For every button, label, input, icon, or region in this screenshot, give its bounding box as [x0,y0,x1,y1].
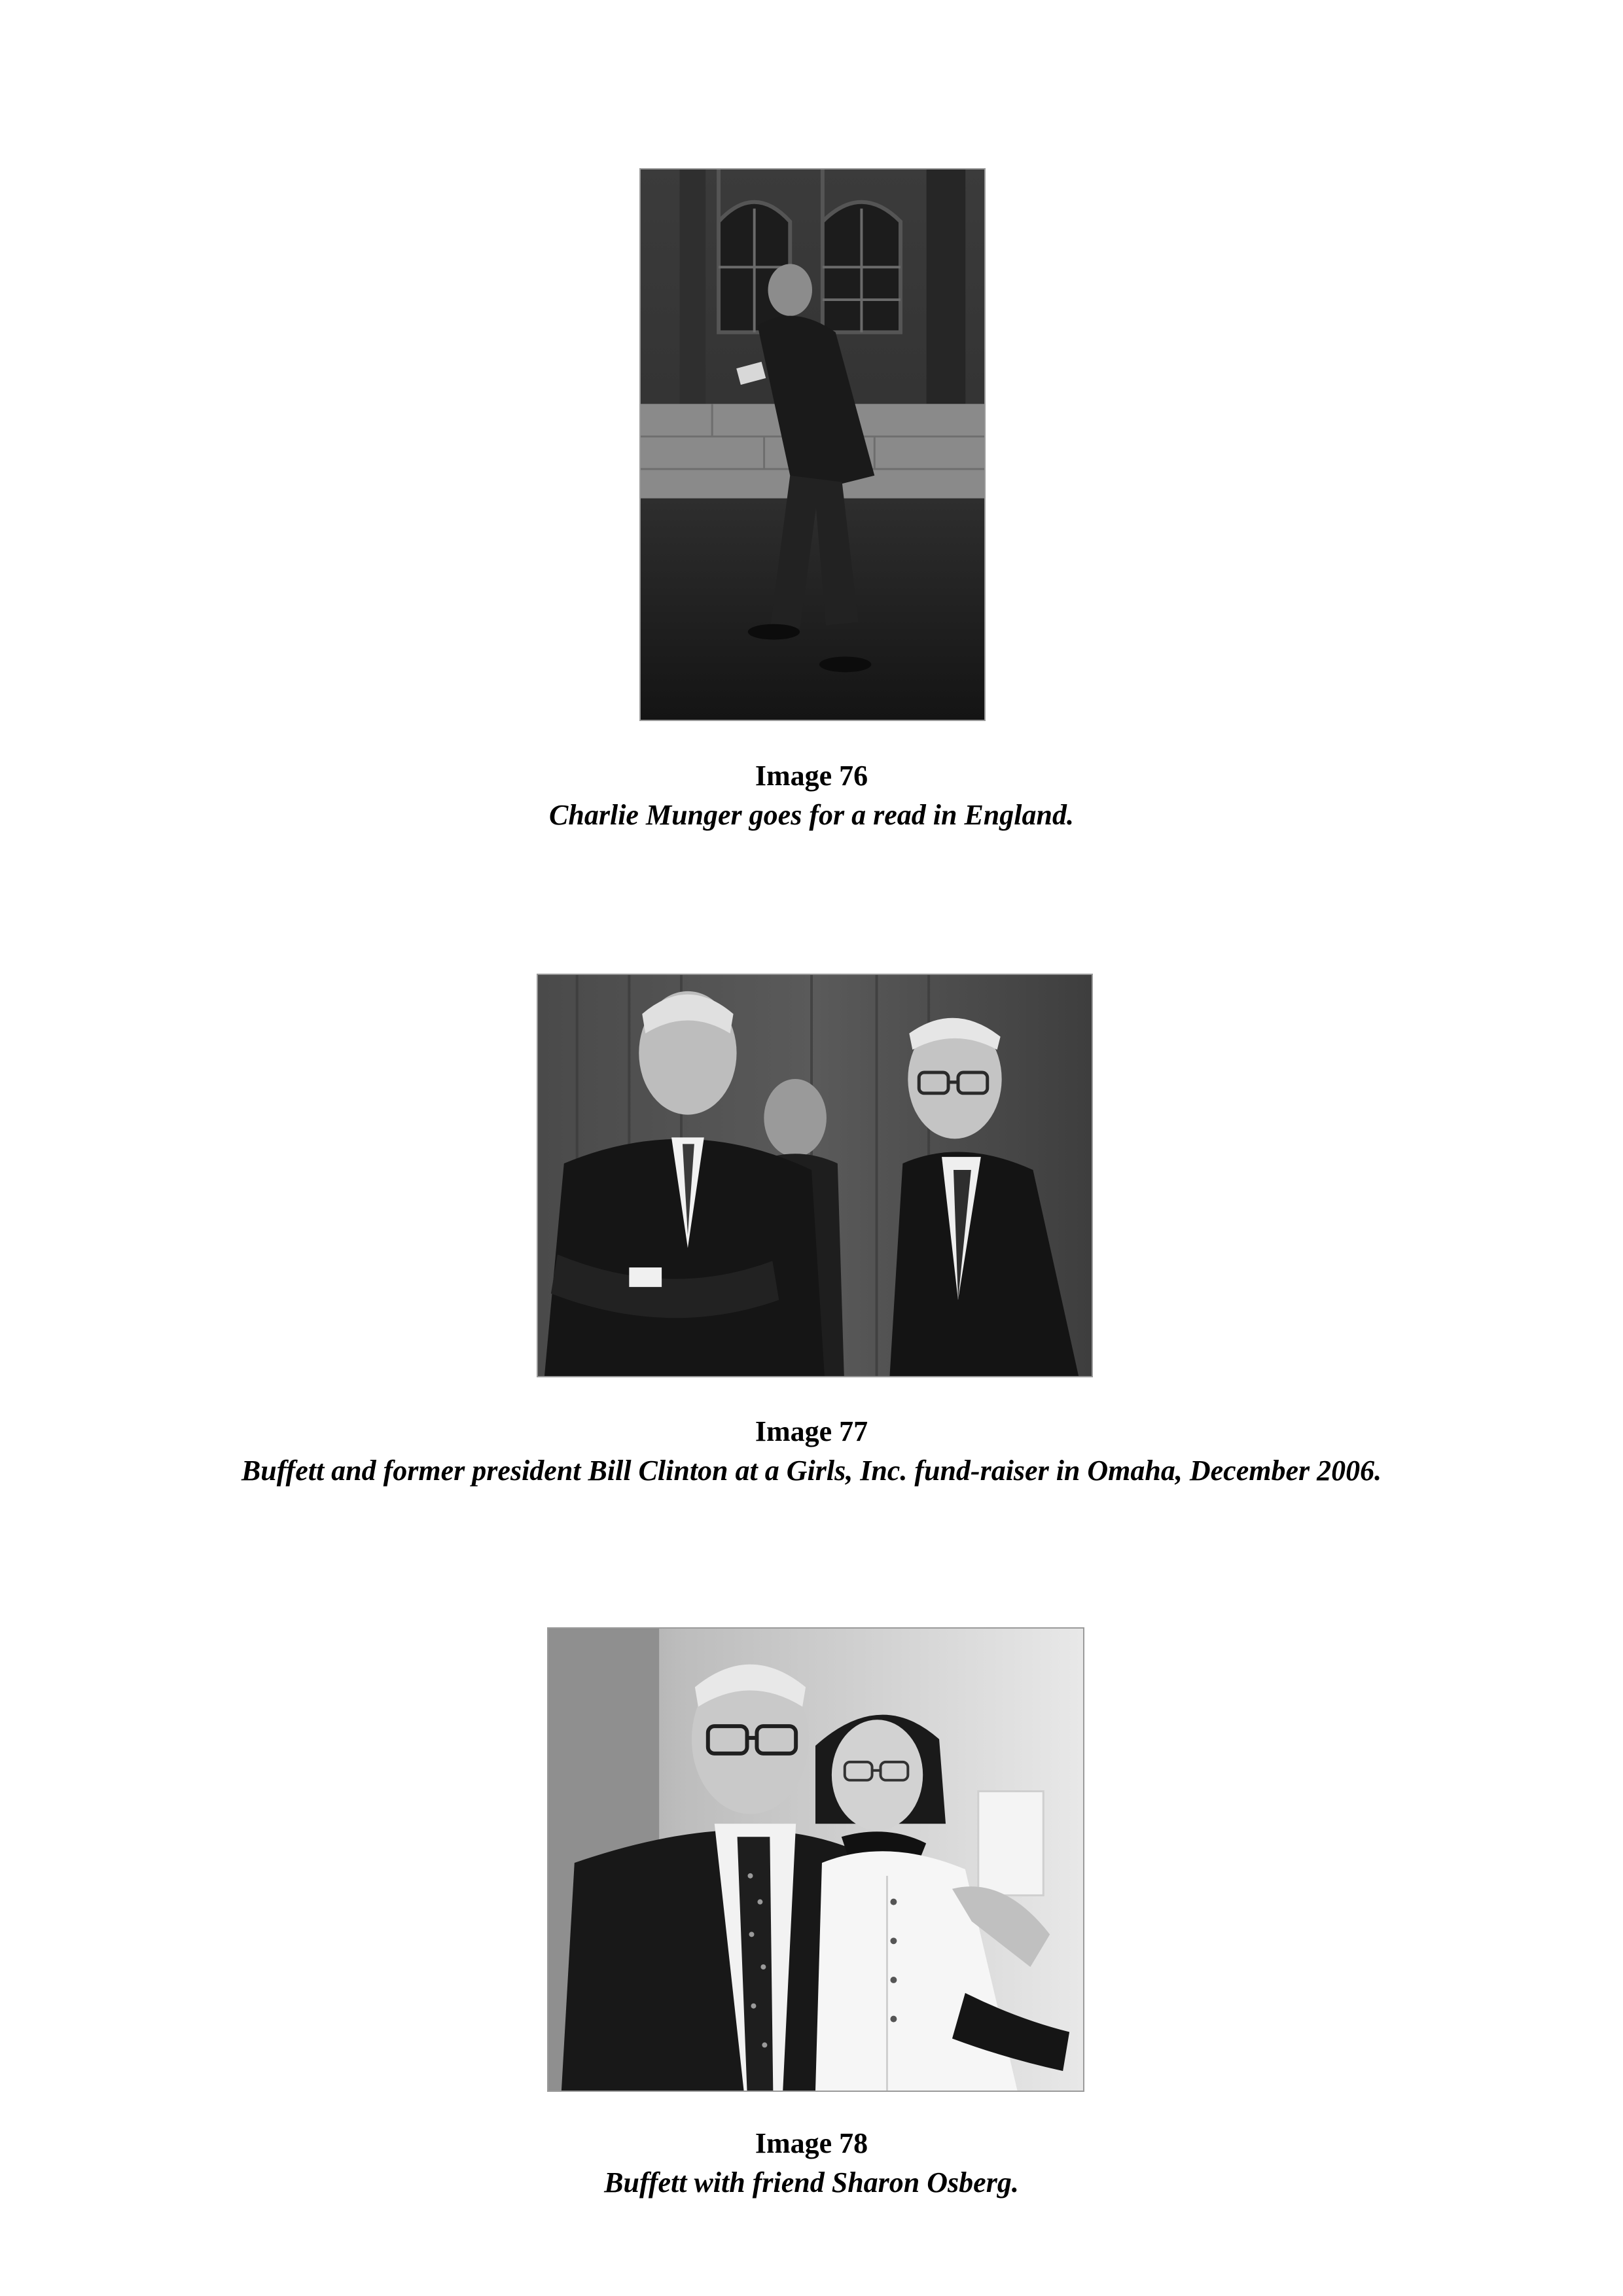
two-men-in-suits-photo [537,974,1093,1377]
figure-caption-77 [0,1412,1623,1491]
figure-caption-text: Buffett and former president Bill Clinton at a Girls, Inc. fund-raiser in Omaha, December 2006. [241,1455,1382,1487]
figure-caption-76 [0,756,1623,835]
photo-76-image [641,169,984,720]
figure-caption-78 [0,2124,1623,2202]
photo-77-image [538,975,1092,1376]
figure-label: Image 76 [755,760,868,792]
figure-label: Image 77 [755,1415,868,1447]
figure-label: Image 78 [755,2127,868,2159]
man-reading-while-walking-photo [639,168,986,721]
figure-caption-text: Charlie Munger goes for a read in England. [549,799,1074,831]
photo-78-image [548,1629,1083,2091]
man-and-woman-portrait-photo [547,1627,1084,2092]
figure-caption-text: Buffett with friend Sharon Osberg. [604,2166,1019,2199]
